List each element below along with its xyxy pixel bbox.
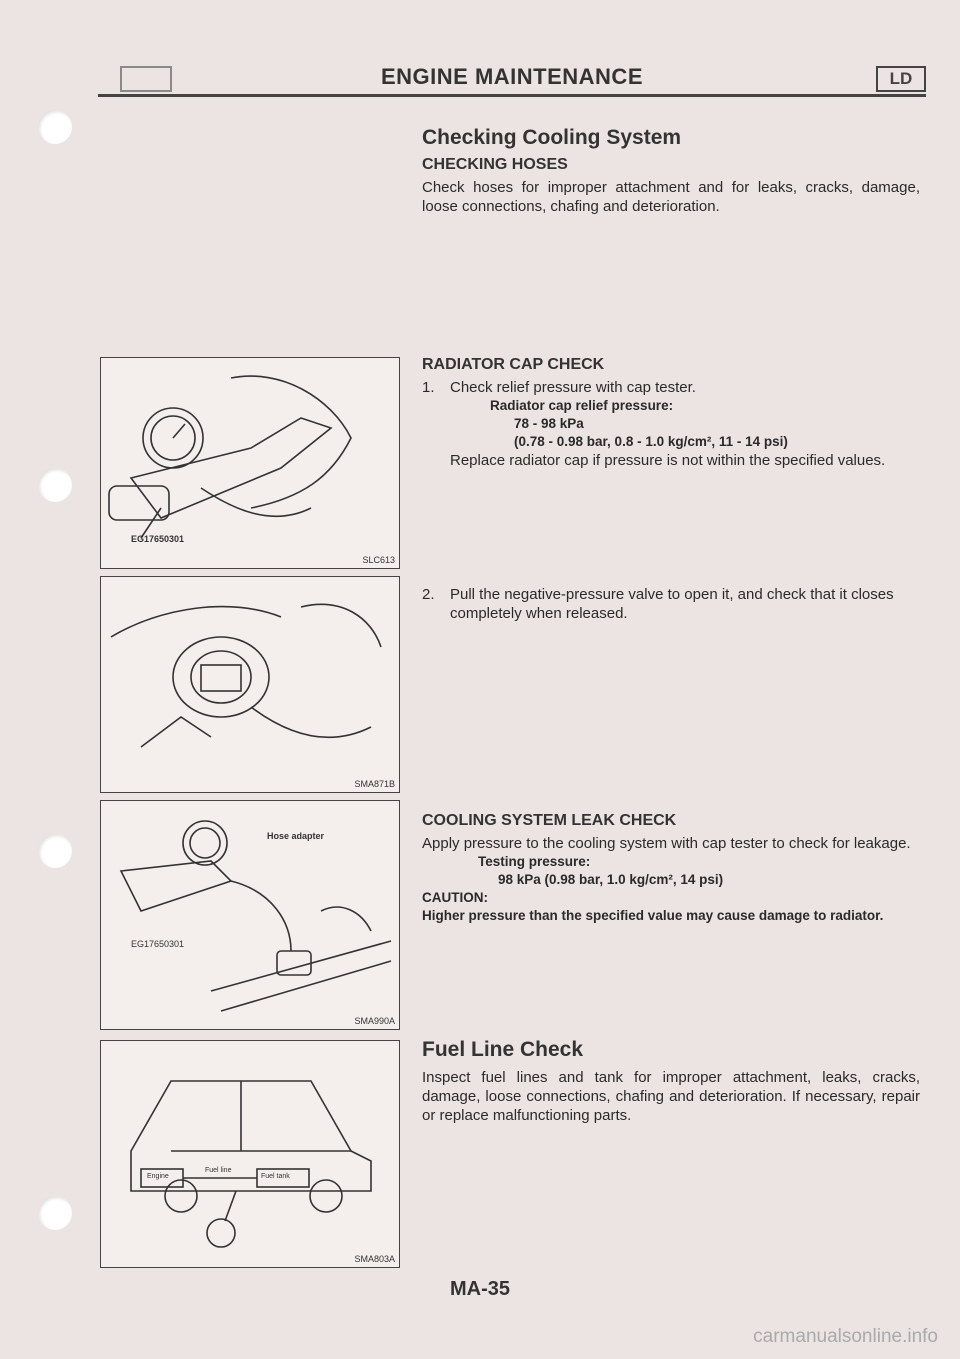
figure-code: SMA871B xyxy=(354,779,395,789)
radiator-cap-illustration xyxy=(101,577,399,792)
step-text: Pull the negative-pressure valve to open it, and check that it closes completely when released. xyxy=(450,586,894,622)
step-text: Check relief pressure with cap tester. xyxy=(450,379,696,396)
subsection-heading: RADIATOR CAP CHECK xyxy=(422,356,605,373)
figure-label: EG17650301 xyxy=(131,534,185,544)
figure-label: Engine xyxy=(147,1173,169,1180)
figure-label: Fuel tank xyxy=(261,1173,290,1180)
figure-cap-tester xyxy=(100,357,400,569)
caution-label: CAUTION: xyxy=(422,890,488,905)
spec-value: 78 - 98 kPa xyxy=(514,416,584,431)
spec-label: Testing pressure: xyxy=(478,854,591,869)
section-leak-check xyxy=(422,812,920,925)
spec-label: Radiator cap relief pressure: xyxy=(490,398,674,413)
figure-label: Hose adapter xyxy=(267,831,325,841)
body-text: Replace radiator cap if pressure is not within the specified values. xyxy=(450,452,886,469)
subsection-heading: COOLING SYSTEM LEAK CHECK xyxy=(422,812,677,829)
leak-check-illustration xyxy=(101,801,399,1029)
binder-hole xyxy=(38,110,72,144)
section-fuel-line xyxy=(422,1038,920,1125)
subsection-heading: CHECKING HOSES xyxy=(422,156,568,173)
binder-hole xyxy=(38,468,72,502)
body-text: Apply pressure to the cooling system with cap tester to check for leakage. xyxy=(422,835,911,852)
header-title: ENGINE MAINTENANCE xyxy=(380,64,643,89)
figure-code: SMA990A xyxy=(354,1016,395,1026)
binder-hole xyxy=(38,834,72,868)
step-number: 2. xyxy=(422,586,435,603)
watermark: carmanualsonline.info xyxy=(753,1326,938,1347)
section-title: Checking Cooling System xyxy=(422,126,682,149)
body-text: Check hoses for improper attachment and for leaks, cracks, damage, loose connections, chafing and deterioration. xyxy=(422,179,920,215)
page-number: MA-35 xyxy=(449,1278,510,1300)
binder-hole xyxy=(38,1196,72,1230)
figure-code: SMA803A xyxy=(354,1254,395,1264)
section-title: Fuel Line Check xyxy=(422,1038,584,1061)
caution-text: Higher pressure than the specified value may cause damage to radiator. xyxy=(422,908,884,923)
section-radiator-cap xyxy=(422,356,920,470)
figure-code: SLC613 xyxy=(362,555,395,565)
step-1 xyxy=(422,378,920,397)
step-2 xyxy=(422,585,920,623)
car-outline-illustration xyxy=(101,1041,399,1267)
header-right-tag: LD xyxy=(876,66,926,92)
page-header xyxy=(98,58,926,98)
header-rule xyxy=(98,94,926,97)
figure-negative-valve xyxy=(100,576,400,793)
section-cooling xyxy=(422,126,920,216)
spec-value: (0.78 - 0.98 bar, 0.8 - 1.0 kg/cm², 11 - 14 psi) xyxy=(514,434,788,449)
figure-leak-check xyxy=(100,800,400,1030)
figure-label: Fuel line xyxy=(205,1167,232,1174)
figure-label: EG17650301 xyxy=(131,939,185,949)
body-text: Inspect fuel lines and tank for improper attachment, leaks, cracks, damage, loose connections, chafing and deterioration. If necessary, repair or replace malfunctioning parts. xyxy=(422,1069,920,1124)
figure-fuel-line xyxy=(100,1040,400,1268)
step-number: 1. xyxy=(422,379,435,396)
spec-value: 98 kPa (0.98 bar, 1.0 kg/cm², 14 psi) xyxy=(498,872,724,887)
